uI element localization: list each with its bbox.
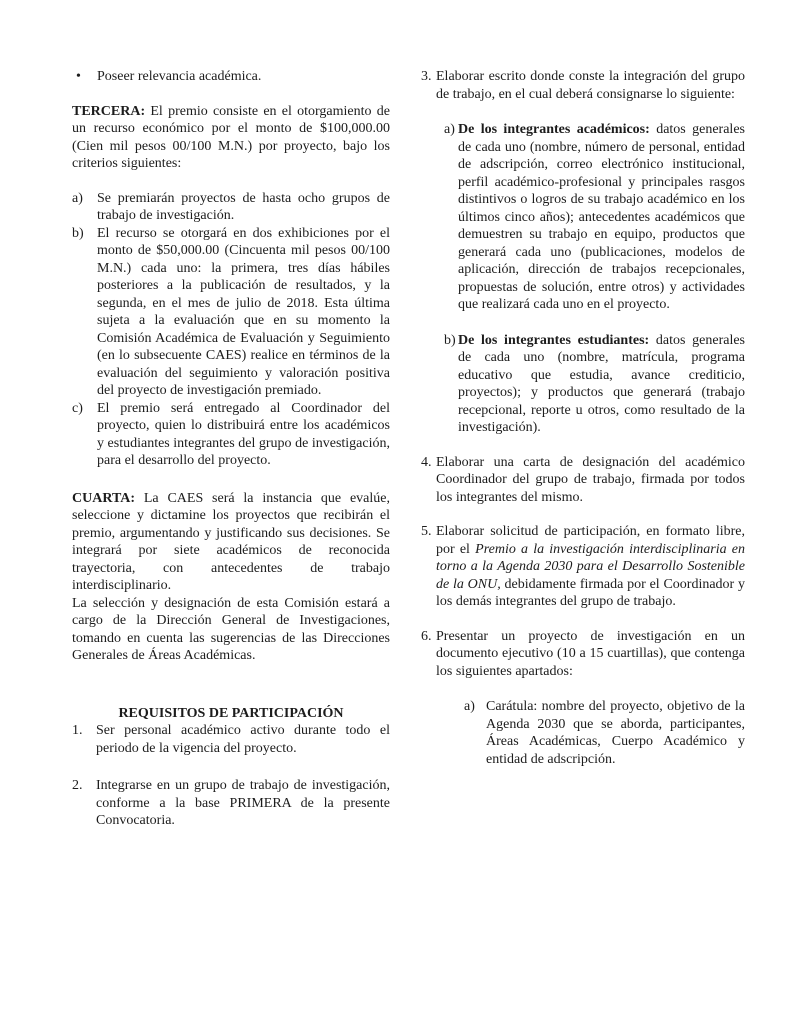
requirement-2-marker: 2. <box>72 778 83 793</box>
bullet-item-text: Poseer relevancia académica. <box>97 69 262 84</box>
criterion-a-marker: a) <box>72 190 83 206</box>
requirement-4-marker: 4. <box>421 454 432 470</box>
criterion-a <box>72 190 390 225</box>
requirement-3-sub-b-text <box>458 332 745 437</box>
requirement-2-text: Integrarse en un grupo de trabajo de investigación, conforme a la base PRIMERA de la presente Convocatoria. <box>96 778 390 828</box>
requirement-6-content <box>436 628 745 769</box>
requirement-5-post: debidamente firmada por el Coordinador y los demás integrantes del grupo de trabajo. <box>436 576 745 609</box>
requirement-3 <box>421 68 745 437</box>
clause-tercera-text: El premio consiste en el otorgamiento de un recurso económico por el monto de $100,000.00 (Cien mil pesos 00/100 M.N.) por proyecto, bajo los criterios siguientes: <box>72 103 390 171</box>
criterion-c-marker: c) <box>72 400 83 416</box>
requirement-4 <box>421 454 745 507</box>
requirement-3-text: Elaborar escrito donde conste la integración del grupo de trabajo, en el cual deberá consignarse lo siguiente: <box>436 69 745 102</box>
criterion-c-text: El premio será entregado al Coordinador del proyecto, quien lo distribuirá entre los académicos y estudiantes integrantes del grupo de investigación, para el desarrollo del proyecto. <box>97 400 390 468</box>
requirement-5-text <box>436 523 745 611</box>
requirement-3-sub-b-marker: b) <box>444 332 456 348</box>
requirement-5-marker: 5. <box>421 524 432 539</box>
criterion-b <box>72 225 390 400</box>
requirement-1-text: Ser personal académico activo durante todo el periodo de la vigencia del proyecto. <box>96 723 390 756</box>
requirement-1-marker: 1. <box>72 723 83 738</box>
requirement-6-text: Presentar un proyecto de investigación en un documento ejecutivo (10 a 15 cuartillas), que contenga los siguientes apartados: <box>436 628 745 679</box>
criterion-b-marker: b) <box>72 225 84 241</box>
section-heading-requisitos: REQUISITOS DE PARTICIPACIÓN <box>118 705 344 721</box>
right-column <box>421 68 745 768</box>
requirement-3-sub-b-body: datos generales de cada uno (nombre, matrícula, programa educativo que estudia, avance crediticio, proyectos); y productos que generará (trabajo recepcional, reporte u otros, como resultado de la investigación). <box>458 332 745 435</box>
requirement-6 <box>421 628 745 769</box>
requirement-2 <box>72 777 390 830</box>
criterion-c <box>72 400 390 470</box>
requirement-3-sub-a-lead: De los integrantes académicos: <box>458 122 650 137</box>
bullet-icon: • <box>76 69 81 84</box>
clause-cuarta <box>72 490 390 595</box>
requirement-3-sub-b-lead: De los integrantes estudiantes: <box>458 332 650 348</box>
requirement-4-text: Elaborar una carta de designación del académico Coordinador del grupo de trabajo, firmada por todos los integrantes del mismo. <box>436 454 745 505</box>
requirement-3-marker: 3. <box>421 69 432 84</box>
criterion-a-text: Se premiarán proyectos de hasta ocho grupos de trabajo de investigación. <box>97 190 390 223</box>
requirement-6-sub-a <box>464 698 745 768</box>
clause-tercera <box>72 103 390 173</box>
requirement-6-sub-a-text: Carátula: nombre del proyecto, objetivo de la Agenda 2030 que se aborda, participantes, Áreas Académicas, Cuerpo Académico y entidad de adscripción. <box>486 699 745 767</box>
requirement-5 <box>421 523 745 611</box>
requirement-5-prize-name: Premio a la investigación interdisciplinaria en torno a la Agenda 2030 para el Desarrollo Sostenible de la ONU, <box>436 541 745 592</box>
criterion-b-text: El recurso se otorgará en dos exhibiciones por el monto de $50,000.00 (Cincuenta mil pesos 00/100 M.N.) cada uno: la primera, tres días hábiles posteriores a la publicación de resultados, y la segunda, en el mes de julio de 2018. Esta última sujeta a la evaluación que en su momento la Comisión Académica de Evaluación y Seguimiento (en lo subsecuente CAES) realice en términos de la evaluación del seguimiento y valoración positiva del proyecto de investigación premiado. <box>97 225 390 398</box>
clause-tercera-lead: TERCERA: <box>72 103 146 119</box>
clause-cuarta-continued: La selección y designación de esta Comisión estará a cargo de la Dirección General de Investigaciones, tomando en cuenta las sugerencias de las Direcciones Generales de Áreas Académicas. <box>72 595 390 663</box>
requirement-6-marker: 6. <box>421 628 432 644</box>
clause-cuarta-lead: CUARTA: <box>72 490 136 506</box>
clause-cuarta-text: La CAES será la instancia que evalúe, seleccione y dictamine los proyectos que recibirán el premio, argumentando y justificando sus decisiones. Se integrará por siete académicos de reconocida trayectoria, con antecedentes de trabajo interdisciplinario. <box>72 490 390 593</box>
requirement-6-sub-a-marker: a) <box>464 699 475 714</box>
requirement-3-sub-a-text <box>458 121 745 314</box>
requirement-3-sub-a-marker: a) <box>444 122 455 137</box>
requirement-5-pre: Elaborar solicitud de participación, en formato libre, por el <box>436 524 745 557</box>
requirement-3-sub-b <box>444 332 745 437</box>
requirement-1 <box>72 722 390 757</box>
requirement-3-content <box>436 68 745 437</box>
requirement-3-sub-a-body: datos generales de cada uno (nombre, número de personal, entidad de adscripción, correo electrónico institucional, perfil académico-profesional y principales rasgos distintivos o logros de su trabajo académico en los últimos cinco años); antecedentes académicos que demuestren su trabajo en equipo, productos que generará cada uno (publicaciones, modelos de aplicación, dirección de trabajos recepcionales, propuestas de solución, entre otros) y actividades que realizará cada uno en el proyecto. <box>458 122 745 312</box>
requirement-3-sub-a <box>444 121 745 314</box>
bullet-item <box>72 68 390 86</box>
left-column <box>72 68 390 830</box>
